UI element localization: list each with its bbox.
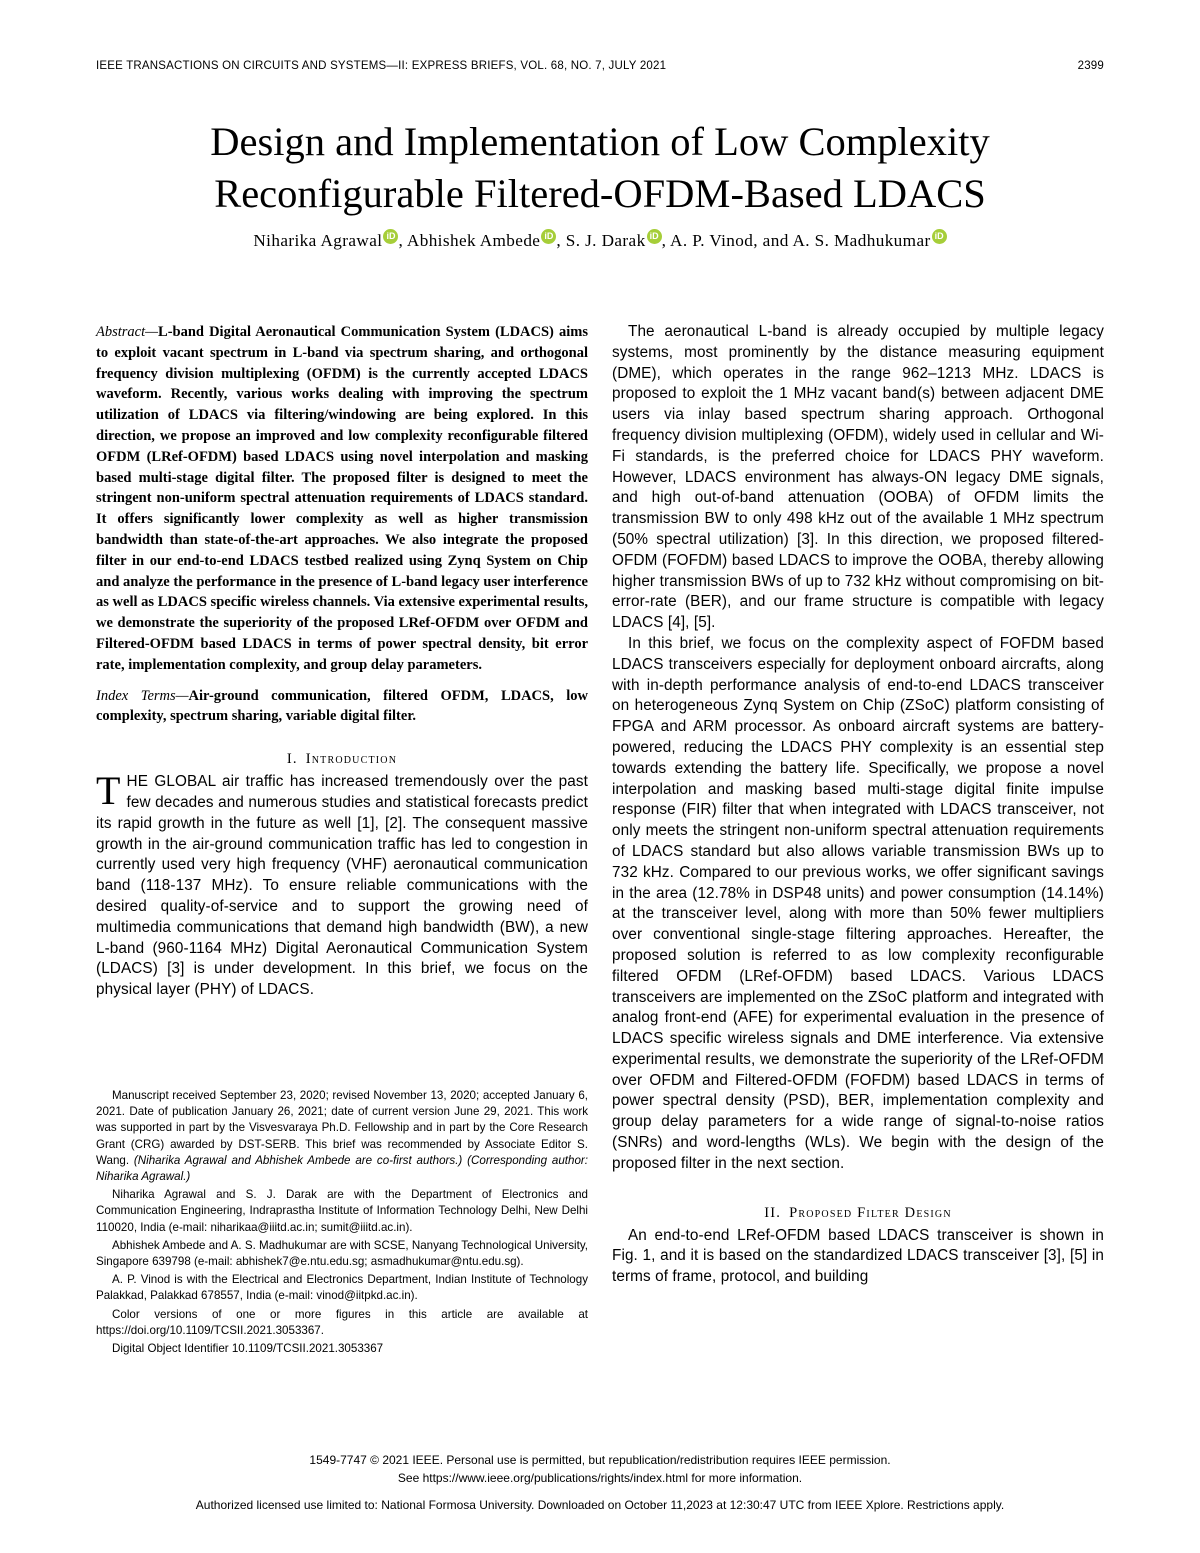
paragraph: The aeronautical L-band is already occupied by multiple legacy systems, most prominently by the distance measuring equipment (DME), which operates in the range 962–1213 MHz. LDACS is proposed to exploit the 1 MHz vacant band(s) between adjacent DME users via inlay based spectrum sharing approach. Orthogonal frequency division multiplexing (OFDM), widely used in cellular and Wi-Fi standards, is the preferred choice for LDACS PHY waveform. However, LDACS environment has always-ON legacy DME signals, and high out-of-band attenuation (OOBA) of OFDM limits the transmission BW to only 498 kHz out of the available 1 MHz spectrum (50% spectral utilization) [3]. In this direction, we proposed filtered-OFDM (FOFDM) based LDACS to improve the OOBA, thereby allowing higher transmission BWs of up to 732 kHz without compromising on bit-error-rate (BER), and our frame structure is compatible with legacy LDACS [4], [5]. (612, 323, 1104, 632)
journal-name: IEEE TRANSACTIONS ON CIRCUITS AND SYSTEMS—II: EXPRESS BRIEFS, VOL. 68, NO. 7, JULY 2021 (96, 60, 667, 72)
author-name: , Abhishek Ambede (398, 231, 541, 250)
section-title: Proposed Filter Design (789, 1204, 952, 1221)
copyright-notice (96, 1451, 1104, 1487)
author-name: , A. P. Vinod, and A. S. Madhukumar (661, 231, 931, 250)
section-number: II. (764, 1204, 782, 1221)
footnote-affiliation: Abhishek Ambede and A. S. Madhukumar are with SCSE, Nanyang Technological University, Singapore 639798 (e-mail: abhishek7@e.ntu.edu.sg; asmadhukumar@ntu.edu.sg). (96, 1238, 588, 1269)
drop-cap: T (96, 768, 121, 814)
section-heading-introduction (96, 751, 588, 768)
orcid-icon[interactable]: iD (932, 229, 947, 244)
orcid-icon[interactable]: iD (541, 229, 556, 244)
filter-design-body (612, 1226, 1104, 1288)
index-terms (96, 686, 588, 728)
author-list (60, 229, 1140, 253)
footnote-color-versions: Color versions of one or more figures in this article are available at https://doi.org/10.1109/TCSII.2021.3053367. (96, 1307, 588, 1337)
footnote-italic: (Niharika Agrawal and Abhishek Ambede are co-first authors.) (Corresponding author: Niharika Agrawal.) (96, 1153, 588, 1184)
introduction-body-continued (612, 322, 1104, 1175)
page-number: 2399 (1077, 60, 1104, 72)
abstract (96, 322, 588, 676)
orcid-icon[interactable]: iD (383, 229, 398, 244)
author-name: Niharika Agrawal (253, 231, 383, 250)
license-notice: Authorized licensed use limited to: National Formosa University. Downloaded on October 11,2023 at 12:30:47 UTC from IEEE Xplore. Restrictions apply. (195, 1498, 1005, 1512)
section-number: I. (286, 751, 298, 768)
abstract-text: L-band Digital Aeronautical Communication System (LDACS) aims to exploit vacant spectrum in L-band via spectrum sharing, and orthogonal frequency division multiplexing (OFDM) is the currently accepted LDACS waveform. Recently, various works dealing with improving the spectrum utilization of LDACS via filtering/windowing are being explored. In this direction, we propose an improved and low complexity reconfigurable filtered OFDM (LRef-OFDM) based LDACS using novel interpolation and masking based multi-stage digital filter. The proposed filter is designed to meet the stringent non-uniform spectral attenuation requirements of LDACS standard. It offers significantly lower complexity as well as higher transmission bandwidth than state-of-the-art approaches. We also integrate the proposed filter in our end-to-end LDACS testbed realized using Zynq System on Chip and analyze the performance in the presence of L-band legacy user interference as well as LDACS specific wireless channels. Via extensive experimental results, we demonstrate the superiority of the proposed LRef-OFDM over OFDM and Filtered-OFDM based LDACS in terms of power spectral density, bit error rate, implementation complexity, and group delay parameters. (96, 324, 588, 673)
footnote-doi: Digital Object Identifier 10.1109/TCSII.2021.3053367 (112, 1342, 384, 1356)
section-title: Introduction (305, 751, 398, 768)
footnote-affiliation: Niharika Agrawal and S. J. Darak are with the Department of Electronics and Communication Engineering, Indraprastha Institute of Information Technology Delhi, New Delhi 110020, India (e-mail: niharikaa@iiitd.ac.in; sumit@iiitd.ac.in). (96, 1188, 588, 1234)
orcid-icon[interactable]: iD (647, 229, 662, 244)
author-name: , S. J. Darak (556, 231, 646, 250)
running-header (96, 60, 1104, 78)
abstract-label: Abstract— (96, 324, 159, 340)
index-terms-label: Index Terms— (96, 687, 189, 704)
paragraph-text: HE GLOBAL air traffic has increased tremendously over the past few decades and numerous studies and statistical forecasts predict its rapid growth in the future as well [1], [2]. The consequent massive growth in the air-ground communication traffic has led to congestion in currently used very high frequency (VHF) aeronautical communication band (118-137 MHz). To ensure reliable communications with the desired quality-of-service and to support the growing need of multimedia communications that demand high bandwidth (BW), a new L-band (960-1164 MHz) Digital Aeronautical Communication System (LDACS) [3] is under development. In this brief, we focus on the physical layer (PHY) of LDACS. (96, 773, 588, 999)
right-column (612, 322, 1104, 1288)
introduction-body (96, 768, 588, 1001)
title-line-1: Design and Implementation of Low Complexity (210, 119, 990, 164)
rights-link[interactable]: See https://www.ieee.org/publications/rights/index.html for more information. (397, 1471, 803, 1485)
footnote-affiliation: A. P. Vinod is with the Electrical and Electronics Department, Indian Institute of Technology Palakkad, Palakkad 678557, India (e-mail: vinod@iitpkd.ac.in). (96, 1273, 588, 1303)
paragraph: In this brief, we focus on the complexity aspect of FOFDM based LDACS transceivers especially for deployment onboard aircrafts, along with in-depth performance analysis of end-to-end LDACS transceiver on heterogeneous Zynq System on Chip (ZSoC) platform consisting of FPGA and ARM processor. As onboard aircraft systems are battery-powered, reducing the LDACS PHY complexity is an essential step towards extending the battery life. Specifically, we propose a novel interpolation and masking based multi-stage digital finite impulse response (FIR) filter that when integrated with LDACS transceiver, not only meets the stringent non-uniform spectral attenuation requirements of LDACS standard but also allows variable transmission BWs up to 732 kHz. Compared to our previous works, we offer significant savings in the area (12.78% in DSP48 units) and power consumption (14.14%) at the transceiver level, along with more than 50% fewer multipliers over conventional single-stage filtering approaches. Hereafter, the proposed solution is referred to as low complexity reconfigurable filtered OFDM (LRef-OFDM) based LDACS. Various LDACS transceivers are implemented on the ZSoC platform and integrated with analog front-end (AFE) for experimental evaluation in the presence of LDACS specific wireless signals and DME interference. Via extensive experimental results, we demonstrate the superiority of the LRef-OFDM over OFDM and Filtered-OFDM (FOFDM) based LDACS in terms of power spectral density (PSD), BER, implementation complexity and group delay parameters for a wide range of signal-to-noise ratios (SNRs) and word-lengths (WLs). We begin with the design of the proposed filter in the next section. (612, 634, 1104, 1172)
section-heading-filter-design (612, 1205, 1104, 1222)
paragraph (96, 768, 588, 1001)
title-line-2: Reconfigurable Filtered-OFDM-Based LDACS (214, 171, 986, 216)
footnote-manuscript (96, 1088, 588, 1185)
index-terms-text: Air-ground communication, filtered OFDM, LDACS, low complexity, spectrum sharing, variable digital filter. (96, 687, 588, 725)
left-column (96, 322, 588, 1001)
copyright-line: 1549-7747 © 2021 IEEE. Personal use is permitted, but republication/redistribution requires IEEE permission. (309, 1453, 891, 1467)
footnote-text: Manuscript received September 23, 2020; revised November 13, 2020; accepted January 6, 2021. Date of publication January 26, 2021; date of current version June 29, 2021. This work was supported in part by the Visvesvaraya Ph.D. Fellowship and in part by the Core Research Grant (CRG) awarded by DST-SERB. This brief was recommended by Associate Editor S. Wang. (96, 1089, 588, 1167)
footnotes (96, 1088, 588, 1359)
paragraph: An end-to-end LRef-OFDM based LDACS transceiver is shown in Fig. 1, and it is based on the standardized LDACS transceiver [3], [5] in terms of frame, protocol, and building (612, 1226, 1104, 1286)
paper-title (60, 116, 1140, 220)
